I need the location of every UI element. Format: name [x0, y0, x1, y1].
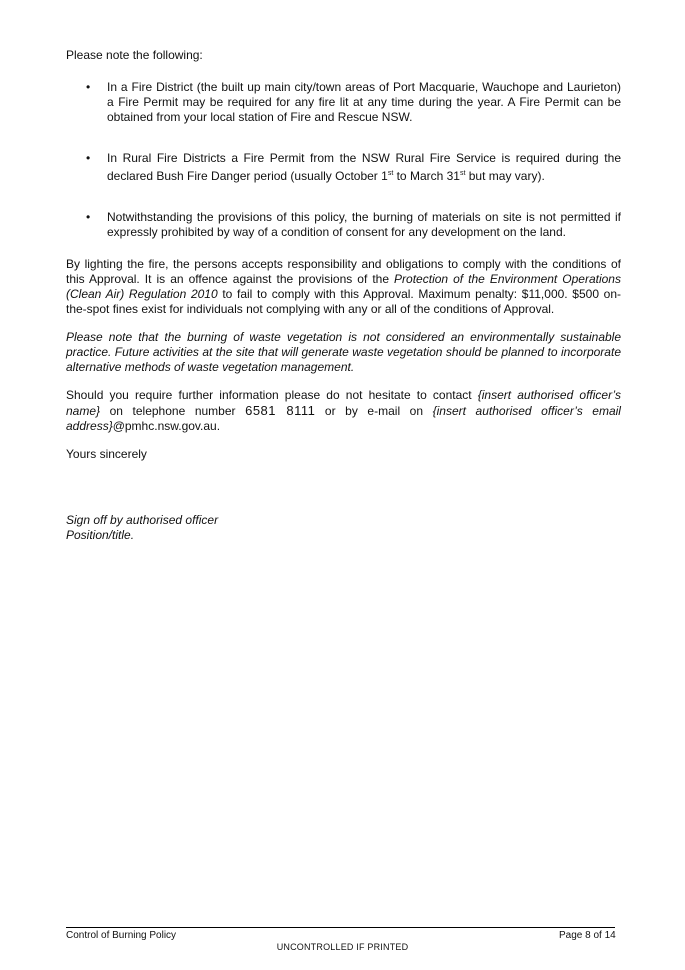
note-fire-district	[66, 80, 621, 125]
position-line: Position/title.	[66, 528, 135, 542]
note-consent-condition	[66, 210, 621, 240]
email-placeholder: {insert authorised officer’s email address}	[66, 404, 621, 433]
bullet-icon: •	[86, 151, 91, 165]
bullet-icon: •	[86, 80, 91, 94]
phone-number: 6581 8111	[245, 403, 316, 418]
intro-text: Please note the following:	[66, 48, 203, 62]
signoff-line: Sign off by authorised officer	[66, 513, 219, 527]
conditions-paragraph: By lighting the fire, the persons accepts responsibility and obligations to comply with the conditions of this Approval. It is an offence against the provisions of the Protection of the Environment Operations (Clean Air) Regulation 2010 to fail to comply with this Approval. Maximum penalty: $11,000. $500 on-the-spot fines exist for individuals not complying with any or all of the conditions of Approval.	[66, 257, 622, 316]
letter-body	[66, 48, 621, 543]
note-text: In a Fire District (the built up main city/town areas of Port Macquarie, Wauchope and Laurieton) a Fire Permit may be required for any fire lit at any time during the year. A Fire Permit can be obtained from your local station of Fire and Rescue NSW.	[107, 80, 621, 124]
footer-uncontrolled-notice: UNCONTROLLED IF PRINTED	[276, 942, 409, 952]
email-domain: @pmhc.nsw.gov.au.	[112, 419, 221, 433]
contact-paragraph: Should you require further information please do not hesitate to contact {insert authorised officer’s name} on telephone number 6581 8111 or by e-mail on {insert authorised officer’s email address}@pmhc.nsw.gov.au.	[66, 388, 621, 433]
closing-text: Yours sincerely	[66, 447, 147, 461]
footer-page-number: Page 8 of 14	[559, 930, 616, 941]
notes-list	[66, 80, 621, 240]
footer-document-title: Control of Burning Policy	[66, 930, 177, 941]
footer-divider	[66, 927, 615, 928]
note-text: In Rural Fire Districts a Fire Permit from the NSW Rural Fire Service is required during the declared Bush Fire Danger period (usually October 1st to March 31st but may vary).	[107, 151, 621, 183]
bullet-icon: •	[86, 210, 91, 224]
officer-name-placeholder: {insert authorised officer’s name}	[66, 388, 621, 418]
regulation-name: Protection of the Environment Operations (Clean Air) Regulation 2010	[66, 272, 621, 301]
sustainability-note: Please note that the burning of waste vegetation is not considered an environmentally sustainable practice. Future activities at the site that will generate waste vegetation should be planned to incorporate alternative methods of waste vegetation management.	[66, 330, 621, 374]
note-text: Notwithstanding the provisions of this policy, the burning of materials on site is not permitted if expressly prohibited by way of a condition of consent for any development on the land.	[107, 210, 621, 239]
note-rural-fire-district	[66, 151, 621, 184]
